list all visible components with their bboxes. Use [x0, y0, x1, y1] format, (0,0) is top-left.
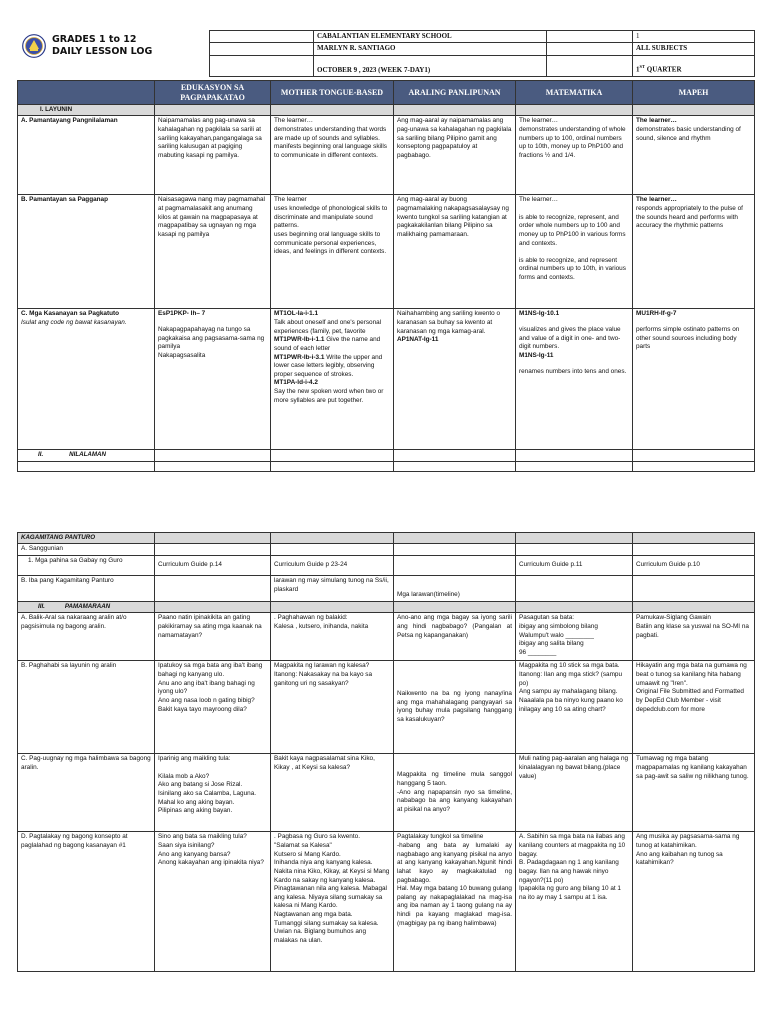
nilalaman-number: II.	[38, 451, 44, 459]
mapeh-text: responds appropriately to the pulse of the sounds heard and performs with accuracy the rhythmic patterns	[636, 205, 743, 230]
column-header-mapeh: MAPEH	[633, 81, 755, 105]
row-label: B. Pamantayan sa Pagganap	[18, 195, 155, 309]
title-line-1: GRADES 1 to 12	[52, 34, 137, 45]
cell-ap: Ang mag-aaral ay naipamamalas ang pag-unawa sa kahalagahan ng pagkilala sa sariling bilang Pilipino gamit ang konseptong pagpapatuloy at pagbabago.	[394, 116, 516, 195]
empty-cell	[394, 544, 516, 556]
cell-mtb	[271, 309, 394, 450]
teacher-value: MARLYN R. SANTIAGO	[314, 43, 547, 55]
learning-area-label: Learning Area:	[547, 43, 633, 55]
mtb-code-1: MT1OL-Ia-i-1.1	[274, 310, 319, 318]
school-value: CABALANTIAN ELEMENTARY SCHOOL	[314, 31, 547, 43]
header-info-table	[209, 30, 755, 77]
column-header-corner	[18, 81, 155, 105]
cell-mtb: Bakit kaya nagpasalamat sina Kiko, Kikay , at Keysi sa kalesa?	[271, 754, 394, 832]
cell-esp: Paano natin ipinakikita an gating pakikiramay sa ating mga kaanak na namamatayan?	[155, 613, 271, 661]
mapeh-text: demonstrates basic understanding of sound, silence and rhythm	[636, 126, 741, 142]
cell-ap: Mga larawan(timeline)	[394, 576, 516, 602]
empty-cell	[271, 602, 394, 613]
cell-mtb: Magpakita ng larawan ng kalesa? Itanong: Nakasakay na ba kayo sa ganitong uri ng sasakyan?	[271, 661, 394, 754]
cell-mapeh	[633, 116, 755, 195]
dates-label-line-2: Time:	[292, 65, 310, 74]
row-gabay-ng-guro	[18, 556, 755, 576]
cell-mapeh	[633, 195, 755, 309]
title-line-2: DAILY LESSON LOG	[52, 45, 153, 57]
empty-cell	[516, 450, 633, 461]
mtb-code-2: MT1PWR-Ib-i-1.1	[274, 336, 325, 344]
pamamaraan-title: PAMAMARAAN	[64, 603, 111, 610]
grade-label: Grade Level:	[547, 31, 633, 43]
section-label-layunin: I. LAYUNIN	[18, 105, 155, 116]
row-label: 1. Mga pahina sa Gabay ng Guro	[18, 556, 155, 576]
nilalaman-title: NILALAMAN	[69, 451, 106, 459]
cell-mtb: Curriculum Guide p 23-24	[271, 556, 394, 576]
cell-ap	[394, 309, 516, 450]
section-row-layunin	[18, 105, 755, 116]
cell-mtb: The learner uses knowledge of phonological skills to discriminate and manipulate sound patterns. uses beginning oral language skills to communicate personal experiences, ideas, and feelings in different contexts.	[271, 195, 394, 309]
empty-cell	[271, 544, 394, 556]
learning-area-value: ALL SUBJECTS	[633, 43, 755, 55]
quarter-value	[633, 55, 755, 76]
cell-math: Muli nating pag-aaralan ang halaga ng kinalalagyan ng bawat bilang.(place value)	[516, 754, 633, 832]
row-pag-uugnay	[18, 754, 755, 832]
mtb-text-1: Talk about oneself and one's personal experiences (family, pet, favorite	[274, 319, 382, 335]
column-header-mtb: MOTHER TONGUE-BASED	[271, 81, 394, 105]
section-row-nilalaman	[18, 450, 755, 461]
row-label: B. Paghahabi sa layunin ng aralin	[18, 661, 155, 754]
empty-cell	[516, 105, 633, 116]
row-label: D. Pagtalakay ng bagong konsepto at paglalahad ng bagong kasanayan #1	[18, 832, 155, 972]
quarter-number: 1	[636, 65, 640, 74]
mapeh-code: MU1RH-If-g-7	[636, 310, 677, 318]
esp-code: EsP1PKP- Ih– 7	[158, 310, 206, 318]
empty-cell	[633, 602, 755, 613]
row-label	[18, 309, 155, 450]
cell-math: The learner… demonstrates understanding of whole numbers up to 100, ordinal numbers up to 10th, money up to PhP100 and fractions ½ and 1/4.	[516, 116, 633, 195]
grade-value: 1	[633, 31, 755, 43]
cell-math: A. Sabihin sa mga bata na ilabas ang kanilang counters at magpakita ng 10 bagay. B. Padagdagaan ng 1 ang kanilang bagay. Ilan na ang hawak ninyo ngayon?(11 po) Ipapakita ng guro ang bilang 10 at 1 na ito ay may 1 sampu at 1 isa.	[516, 832, 633, 972]
cell-mtb: . Pagbasa ng Guro sa kwento. "Salamat sa Kalesa" Kutsero si Mang Kardo. Inihanda niya ang kanyang kalesa. Nakita nina Kiko, Kikay, at Keysi si Mang Kardo na sakay ng kanyang kalesa. Pinagtawanan nila ang kalesa. Mabagal ang kalesa. Niyaya silang sumakay sa kalesa ni Mang Kardo. Nagtawanan ang mga bata. Tumanggi silang sumakay sa kalesa. Uwian na. Biglang bumuhos ang malakas na ulan.	[271, 832, 394, 972]
cell-ap: Naikwento na ba ng iyong nanay/ina ang mga mahahalagang pangyayari sa iyong buhay mula pagsilang hanggang sa kasalukuyan?	[394, 661, 516, 754]
row-pagtalakay-1	[18, 832, 755, 972]
empty-cell	[394, 105, 516, 116]
school-label: School:	[210, 31, 314, 43]
cell-math: Pasagutan sa bata: ibigay ang simbolong bilang Walumpu't walo ________ ibigay ang salita bilang 96 ________	[516, 613, 633, 661]
ap-text: Naihahambing ang sariling kwento o karanasan sa buhay sa kwento at karanasan ng mga kamag-aral.	[397, 310, 501, 335]
empty-cell	[155, 105, 271, 116]
dates-label-line-1: Teaching Dates and	[251, 56, 310, 65]
dates-label	[210, 55, 314, 76]
row-label: A. Balik-Aral sa nakaraang aralin at/o pagsisimula ng bagong aralin.	[18, 613, 155, 661]
section-row-kagamitan	[18, 533, 755, 544]
cell-mapeh: Pamukaw-Siglang Gawain Batiin ang klase sa yuswal na SO-MI na pagbati.	[633, 613, 755, 661]
mtb-code-4: MT1PA-Id-i-4.2	[274, 379, 318, 387]
section-label-nilalaman	[18, 450, 155, 461]
cell-esp: Ipatukoy sa mga bata ang iba't ibang bahagi ng kanyang ulo. Anu ano ang iba't ibang bahagi ng iyong ulo? Ano ang nasa loob n gating bibig? Bakit kaya tayo mayroong dila?	[155, 661, 271, 754]
math-text-1: visualizes and gives the place value and value of a digit in one- and two-digit numbers.	[519, 326, 621, 351]
empty-cell	[155, 461, 271, 471]
cell-mtb: larawan ng may simulang tunog na Ss/ii, plaskard	[271, 576, 394, 602]
empty-cell	[271, 461, 394, 471]
empty-cell	[516, 533, 633, 544]
row-pamantayan-sa-pagganap	[18, 195, 755, 309]
dates-value: OCTOBER 9 , 2023 (WEEK 7-DAY1)	[314, 55, 547, 76]
cell-mapeh	[633, 309, 755, 450]
column-header-row	[18, 81, 755, 105]
empty-cell	[271, 105, 394, 116]
math-code-2: M1NS-Ig-11	[519, 351, 554, 359]
mapeh-text: performs simple ostinato patterns on other sound sources including body parts	[636, 326, 740, 351]
cell-esp: Naipamamalas ang pag-unawa sa kahalagahan ng pagkilala sa sarili at sariling kakayahan,pangangalaga sa sariling kalusugan at pagiging mabuting kasapi ng pamilya.	[155, 116, 271, 195]
cell-esp: Naisasagawa nang may pagmamahal at pagmamalasakit ang anumang kilos at gawain na magpapasaya at magpapatibay sa ugnayan ng mga kasapi ng pamilya	[155, 195, 271, 309]
quarter-label: Quarter:	[547, 55, 633, 76]
empty-cell	[516, 461, 633, 471]
row-iba-pang-kagamitan	[18, 576, 755, 602]
empty-cell	[271, 450, 394, 461]
mtb-text-3: Write the upper and lower case letters legibly, observing proper sequence of strokes.	[274, 353, 383, 378]
row-paghahabi	[18, 661, 755, 754]
cell-ap	[394, 556, 516, 576]
column-header-ap: ARALING PANLIPUNAN	[394, 81, 516, 105]
row-label: C. Pag-uugnay ng mga halimbawa sa bagong aralin.	[18, 754, 155, 832]
cell-mapeh	[633, 576, 755, 602]
cell-math: Curriculum Guide p.11	[516, 556, 633, 576]
empty-cell	[18, 461, 155, 471]
mtb-text-4: Say the new spoken word when two or more syllables are put together.	[274, 388, 384, 404]
cell-esp: Curriculum Guide p.14	[155, 556, 271, 576]
section-row-pamamaraan	[18, 602, 755, 613]
empty-cell	[516, 544, 633, 556]
empty-cell	[633, 105, 755, 116]
empty-cell	[516, 602, 633, 613]
empty-cell	[271, 533, 394, 544]
mtb-item-3	[274, 354, 390, 380]
cell-esp	[155, 576, 271, 602]
mapeh-learner-label: The learner…	[636, 196, 677, 204]
row-sanggunian	[18, 544, 755, 556]
cell-math: The learner… is able to recognize, represent, and order whole numbers up to 100 and money up to PhP100 in various forms and contexts. is able to recognize, and represent ordinal numbers up to 10th, in various forms and contexts.	[516, 195, 633, 309]
row-mga-kasanayan	[18, 309, 755, 450]
cell-math	[516, 309, 633, 450]
mapeh-learner-label: The learner…	[636, 117, 677, 125]
cell-ap: Pagtalakay tungkol sa timeline -habang ang bata ay lumalaki ay nagbabago ang kanyang pisikal na anyo at ang kanyang kakayahan.Ngunit hindi lahat kayo ay magkakatulad ng pagbabago. Hal. May mga batang 10 buwang gulang palang ay nakapaglalakad na mag-isa ang iba naman ay 1 taong gulang na ay hindi pa kayang maglakad mag-isa. (magbigay pa ng ibang halimbawa)	[394, 832, 516, 972]
row-balik-aral	[18, 613, 755, 661]
empty-cell	[155, 602, 271, 613]
section-label-kagamitan: KAGAMITANG PANTURO	[18, 533, 155, 544]
ap-code: AP1NAT-Ig-11	[397, 336, 439, 344]
row-label: A. Pamantayang Pangnilalaman	[18, 116, 155, 195]
lesson-log-table-part-2	[17, 532, 755, 972]
math-text-2: renames numbers into tens and ones.	[519, 367, 627, 375]
lesson-log-table-part-1	[17, 80, 755, 472]
empty-cell	[394, 461, 516, 471]
document-title	[52, 34, 152, 58]
math-code-1: M1NS-Ig-10.1	[519, 310, 560, 318]
cell-esp: Iparinig ang maikling tula: Kilala mob a Ako? Ako ang batang si Jose Rizal. Isinilang ako sa Calamba, Laguna. Mahal ko ang aking bayan. Pilipinas ang aking bayan.	[155, 754, 271, 832]
cell-math	[516, 576, 633, 602]
cell-math: Magpakita ng 10 stick sa mga bata. Itanong: Ilan ang mga stick? (sampu po) Ang sampu ay mahalagang bilang. Naaalala pa ba ninyo kung paano ko inilagay ang 10 sa ating chart?	[516, 661, 633, 754]
empty-cell	[394, 450, 516, 461]
mtb-code-3: MT1PWR-Ib-i-3.1	[274, 353, 325, 361]
pamamaraan-number: III.	[38, 603, 45, 610]
cell-ap: Magpakita ng timeline mula sanggol hanggang 5 taon. -Ano ang napapansin nyo sa timeline, nababago ba ang kanyang kakayahan at pisikal na anyo?	[394, 754, 516, 832]
row-label-sub: Isulat ang code ng bawat kasanayan.	[21, 319, 127, 326]
empty-cell	[633, 544, 755, 556]
row-label-main: C. Mga Kasanayan sa Pagkatuto	[21, 310, 120, 318]
cell-mapeh: Tumawag ng mga batang magpapamalas ng kanilang kakayahan sa pag-awit sa saliw ng nilikhang tunog.	[633, 754, 755, 832]
cell-mapeh: Hikayatin ang mga bata na gumawa ng beat o tunog sa kanilang hita habang umaawit ng "Iren". Original File Submitted and Formatted by DepEd Club Member - visit depedclub.com for more	[633, 661, 755, 754]
empty-cell	[394, 602, 516, 613]
esp-text: Nakapagpapahayag na tungo sa pagkakaisa ang pagsasama-sama ng pamilya Nakapagsasalita	[158, 326, 265, 359]
mtb-text-2: Give the name and sound of each letter	[274, 336, 381, 352]
cell-esp	[155, 309, 271, 450]
empty-cell	[155, 450, 271, 461]
cell-esp: Sino ang bata sa maikling tula? Saan siya isinilang? Ano ang kanyang bansa? Anong kakayahan ang ipinakita niya?	[155, 832, 271, 972]
row-label: B. Iba pang Kagamitang Panturo	[18, 576, 155, 602]
cell-ap: Ano-ano ang mga bagay sa iyong sarili ang hindi nagbabago? (Pangalan at Petsa ng kapanganakan)	[394, 613, 516, 661]
quarter-suffix: ST	[639, 64, 646, 70]
row-label: A. Sanggunian	[18, 544, 155, 556]
row-pamantayang-pangnilalaman	[18, 116, 755, 195]
empty-cell	[633, 461, 755, 471]
column-header-esp: EDUKASYON SA PAGPAPAKATAO	[155, 81, 271, 105]
column-header-math: MATEMATIKA	[516, 81, 633, 105]
deped-seal-logo	[22, 34, 46, 58]
empty-cell	[394, 533, 516, 544]
cell-mtb: . Paghahawan ng balakid: Kalesa , kutsero, inihanda, nakita	[271, 613, 394, 661]
quarter-text: QUARTER	[645, 65, 682, 74]
cell-mtb: The learner… demonstrates understanding that words are made up of sounds and syllables. manifests beginning oral language skills to communicate in different contexts.	[271, 116, 394, 195]
section-label-pamamaraan	[18, 602, 155, 613]
row-nilalaman-blank	[18, 461, 755, 471]
cell-ap: Ang mag-aaral ay buong pagmamalaking nakapagsasalaysay ng kwento tungkol sa sariling katangian at pagkakakilanlan bilang Pilipino sa malikhaing pamamaraan.	[394, 195, 516, 309]
teacher-label: Teacher:	[210, 43, 314, 55]
empty-cell	[155, 544, 271, 556]
cell-mapeh: Curriculum Guide p.10	[633, 556, 755, 576]
empty-cell	[633, 533, 755, 544]
empty-cell	[633, 450, 755, 461]
mtb-item-2	[274, 336, 390, 353]
empty-cell	[155, 533, 271, 544]
cell-mapeh: Ang musika ay pagsasama-sama ng tunog at katahimikan. Ano ang kaibahan ng tunog sa katahimikan?	[633, 832, 755, 972]
